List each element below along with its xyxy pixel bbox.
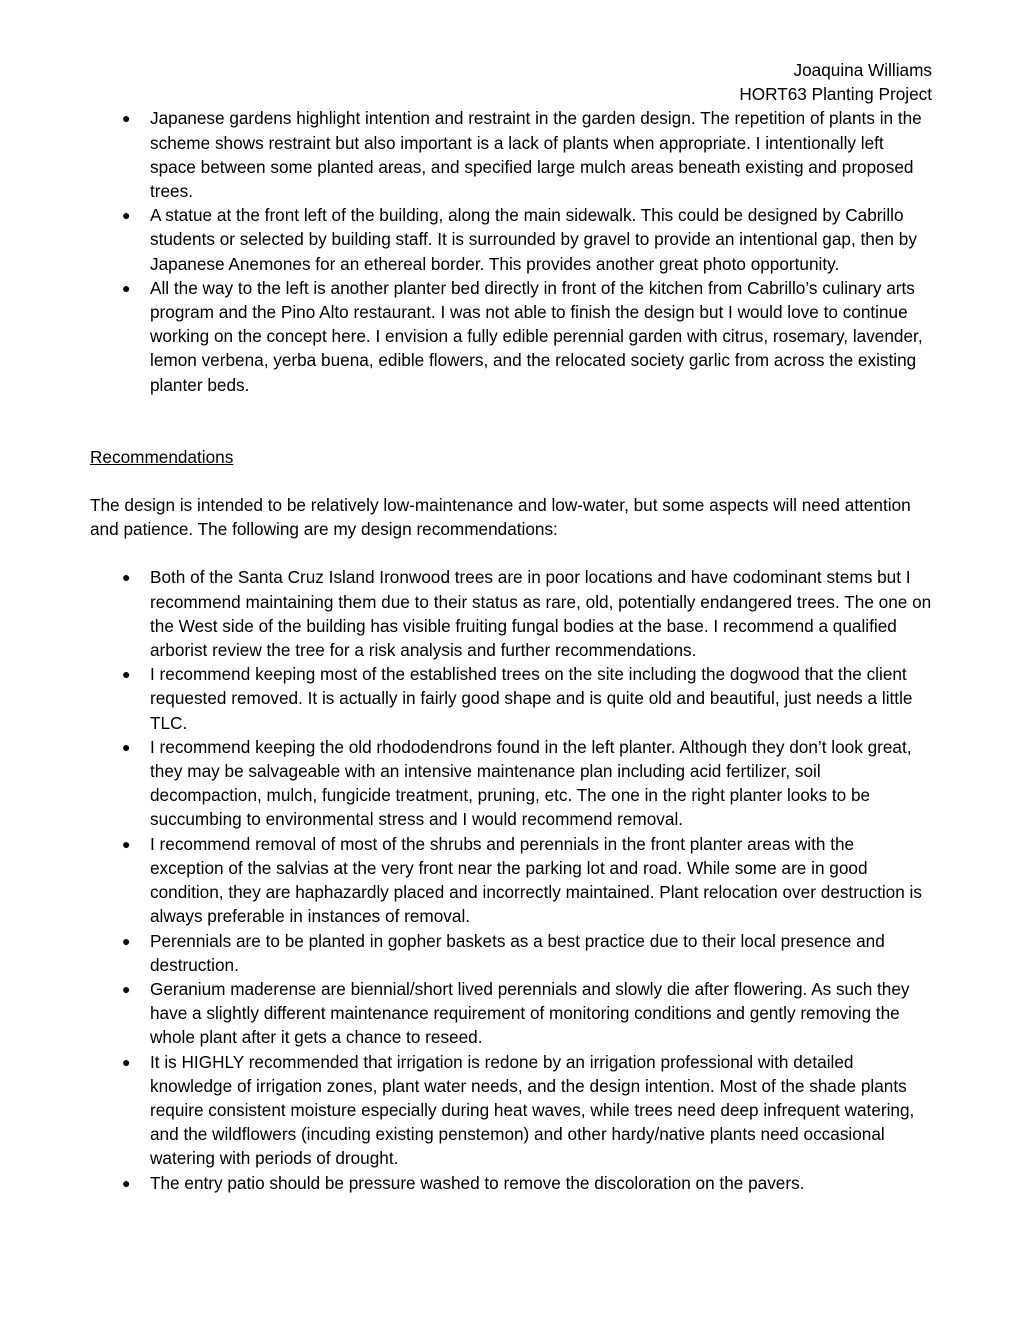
list-item-text: Perennials are to be planted in gopher baskets as a best practice due to their local presence and destruction. (150, 930, 885, 975)
list-item-text: I recommend keeping the old rhododendrons found in the left planter. Although they don’t look great, they may be salvageable with an intensive maintenance plan including acid fertilizer, soil decompaction, mulch, fungicide treatment, pruning, etc. The one in the right planter looks to be succumbing to environmental stress and I would recommend removal. (150, 736, 912, 830)
list-item-text: It is HIGHLY recommended that irrigation is redone by an irrigation professional with detailed knowledge of irrigation zones, plant water needs, and the design intention. Most of the shade plants require consistent moisture especially during heat waves, while trees need deep infrequent watering, and the wildflowers (incuding existing penstemon) and other hardy/native plants need occasional watering with periods of drought. (150, 1051, 915, 1169)
bullet-icon: ● (122, 835, 131, 852)
list-item (90, 565, 932, 662)
document-page (90, 58, 932, 1195)
list-item (90, 1171, 932, 1195)
list-item (90, 276, 932, 397)
bullet-icon: ● (122, 932, 131, 949)
bullet-icon: ● (122, 279, 131, 296)
bullet-icon: ● (122, 569, 131, 586)
list-item-text: Both of the Santa Cruz Island Ironwood trees are in poor locations and have codominant stems but I recommend maintaining them due to their status as rare, old, potentially endangered trees. The one on the West side of the building has visible fruiting fungal bodies at the base. I recommend a qualified arborist review the tree for a risk analysis and further recommendations. (150, 567, 932, 661)
bullet-icon: ● (122, 1174, 131, 1191)
design-bullet-list (90, 106, 932, 396)
bullet-icon: ● (122, 666, 131, 683)
section-heading-recommendations: Recommendations (90, 446, 234, 467)
list-item-text: The entry patio should be pressure washed to remove the discoloration on the pavers. (150, 1172, 805, 1193)
list-item-text: All the way to the left is another planter bed directly in front of the kitchen from Cabrillo’s culinary arts program and the Pino Alto restaurant. I was not able to finish the design but I would love to continue working on the concept here. I envision a fully edible perennial garden with citrus, rosemary, lavender, lemon verbena, yerba buena, edible flowers, and the relocated society garlic from across the existing planter beds. (150, 277, 923, 395)
list-item (90, 1050, 932, 1171)
bullet-icon: ● (122, 110, 131, 127)
list-item (90, 929, 932, 977)
bullet-icon: ● (122, 1053, 131, 1070)
list-item-text: I recommend removal of most of the shrubs and perennials in the front planter areas with the exception of the salvias at the very front near the parking lot and road. While some are in good condition, they are haphazardly placed and incorrectly maintained. Plant relocation over destruction is always preferable in instances of removal. (150, 833, 922, 927)
list-item (90, 106, 932, 203)
list-item-text: A statue at the front left of the building, along the main sidewalk. This could be designed by Cabrillo students or selected by building staff. It is surrounded by gravel to provide an intentional gap, then by Japanese Anemones for an ethereal border. This provides another great photo opportunity. (150, 205, 917, 274)
list-item (90, 832, 932, 929)
author-name: Joaquina Williams (793, 60, 932, 80)
bullet-icon: ● (122, 738, 131, 755)
bullet-icon: ● (122, 980, 131, 997)
recommendations-intro: The design is intended to be relatively low-maintenance and low-water, but some aspects will need attention and patience. The following are my design recommendations: (90, 495, 911, 540)
list-item-text: Geranium maderense are biennial/short lived perennials and slowly die after flowering. As such they have a slightly different maintenance requirement of monitoring conditions and gently removing the whole plant after it gets a chance to reseed. (150, 978, 910, 1048)
list-item (90, 735, 932, 832)
bullet-icon: ● (122, 207, 131, 224)
list-item (90, 662, 932, 735)
list-item (90, 203, 932, 276)
list-item-text: I recommend keeping most of the established trees on the site including the dogwood that the client requested removed. It is actually in fairly good shape and is quite old and beautiful, just needs a little TLC. (150, 664, 913, 733)
list-item (90, 977, 932, 1050)
course-title: HORT63 Planting Project (739, 84, 932, 105)
list-item-text: Japanese gardens highlight intention and restraint in the garden design. The repetition of plants in the scheme shows restraint but also important is a lack of plants when appropriate. I intentionally left space between some planted areas, and specified large mulch areas beneath existing and proposed trees. (150, 108, 922, 202)
recommendations-list (90, 565, 932, 1194)
